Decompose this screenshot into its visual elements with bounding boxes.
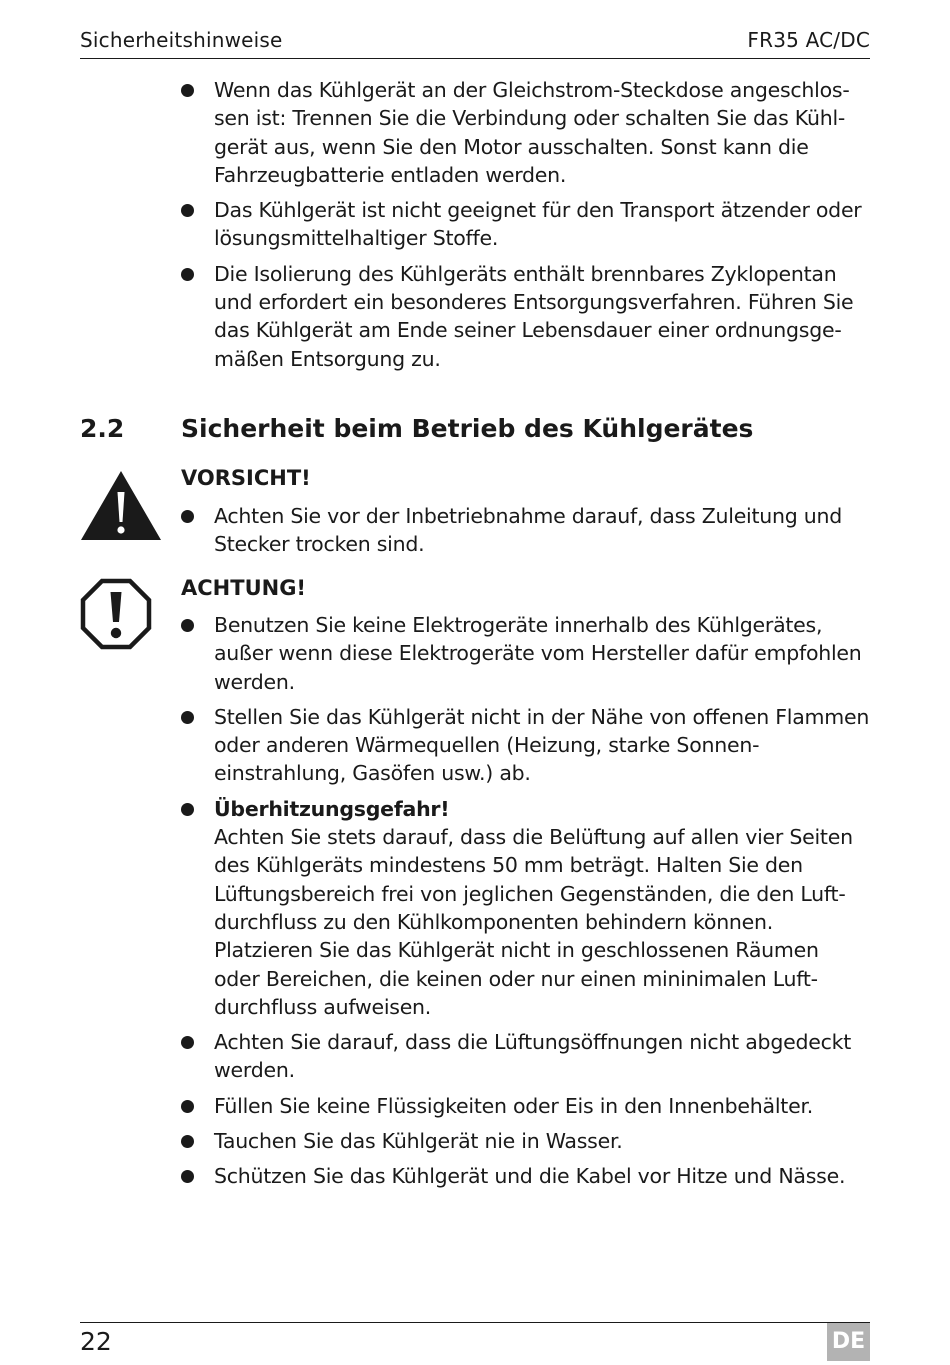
bullet-icon bbox=[181, 619, 194, 632]
warning-triangle-icon bbox=[80, 470, 162, 542]
list-item: Wenn das Kühlgerät an der Gleichstrom-Steckdose angeschlos- sen ist: Trennen Sie die Verbindung oder schalten Sie das Kühl- gerät aus, wenn Sie den Motor ausschalten. Sonst kann die Fahrzeugbatterie entladen werden. bbox=[181, 76, 881, 189]
list-item: Überhitzungsgefahr! Achten Sie stets darauf, dass die Belüftung auf allen vier Seiten des Kühlgeräts mindestens 50 mm beträgt. Halten Sie den Lüftungsbereich frei von jeglichen Gegenständen, die den Luft- durchfluss zu den Kühlkomponenten behindern können. Platzieren Sie das Kühlgerät nicht in geschlossenen Räumen oder Bereichen, die keinen oder nur einen mininimalen Luft- durchfluss aufweisen. bbox=[181, 795, 881, 1021]
language-badge: DE bbox=[827, 1323, 870, 1361]
caution-bullet-list bbox=[181, 502, 881, 559]
bullet-icon bbox=[181, 1100, 194, 1113]
page-header bbox=[80, 28, 870, 59]
section-title: Sicherheit beim Betrieb des Kühlgerätes bbox=[181, 414, 754, 443]
bullet-icon bbox=[181, 1170, 194, 1183]
header-model: FR35 AC/DC bbox=[747, 28, 870, 52]
page-number: 22 bbox=[80, 1327, 112, 1356]
header-section-title: Sicherheitshinweise bbox=[80, 28, 283, 52]
intro-bullet-list bbox=[181, 76, 881, 380]
bullet-icon bbox=[181, 84, 194, 97]
list-item: Achten Sie vor der Inbetriebnahme darauf, dass Zuleitung und Stecker trocken sind. bbox=[181, 502, 881, 559]
list-item: Tauchen Sie das Kühlgerät nie in Wasser. bbox=[181, 1127, 881, 1155]
list-item: Benutzen Sie keine Elektrogeräte innerhalb des Kühlgerätes, außer wenn diese Elektrogeräte vom Hersteller dafür empfohlen werden. bbox=[181, 611, 881, 696]
list-item: Stellen Sie das Kühlgerät nicht in der Nähe von offenen Flammen oder anderen Wärmequellen (Heizung, starke Sonnen- einstrahlung, Gasöfen usw.) ab. bbox=[181, 703, 881, 788]
bullet-icon bbox=[181, 510, 194, 523]
notice-label: ACHTUNG! bbox=[181, 576, 307, 600]
bullet-icon bbox=[181, 204, 194, 217]
section-number: 2.2 bbox=[80, 414, 125, 443]
bullet-icon bbox=[181, 1036, 194, 1049]
bullet-icon bbox=[181, 711, 194, 724]
bullet-icon bbox=[181, 268, 194, 281]
list-item: Die Isolierung des Kühlgeräts enthält brennbares Zyklopentan und erfordert ein besonderes Entsorgungsverfahren. Führen Sie das Kühlgerät am Ende seiner Lebensdauer einer ordnungsge- mäßen Entsorgung zu. bbox=[181, 260, 881, 373]
bullet-icon bbox=[181, 803, 194, 816]
list-item: Achten Sie darauf, dass die Lüftungsöffnungen nicht abgedeckt werden. bbox=[181, 1028, 881, 1085]
overheating-warning-title: Überhitzungsgefahr! bbox=[214, 796, 450, 821]
caution-label: VORSICHT! bbox=[181, 466, 311, 490]
list-item: Füllen Sie keine Flüssigkeiten oder Eis in den Innenbehälter. bbox=[181, 1092, 881, 1120]
exclamation-octagon-icon bbox=[80, 578, 152, 650]
footer-divider bbox=[80, 1322, 870, 1323]
list-item: Schützen Sie das Kühlgerät und die Kabel vor Hitze und Nässe. bbox=[181, 1162, 881, 1190]
notice-bullet-list bbox=[181, 611, 881, 1198]
list-item: Das Kühlgerät ist nicht geeignet für den Transport ätzender oder lösungsmittelhaltiger Stoffe. bbox=[181, 196, 881, 253]
bullet-icon bbox=[181, 1135, 194, 1148]
